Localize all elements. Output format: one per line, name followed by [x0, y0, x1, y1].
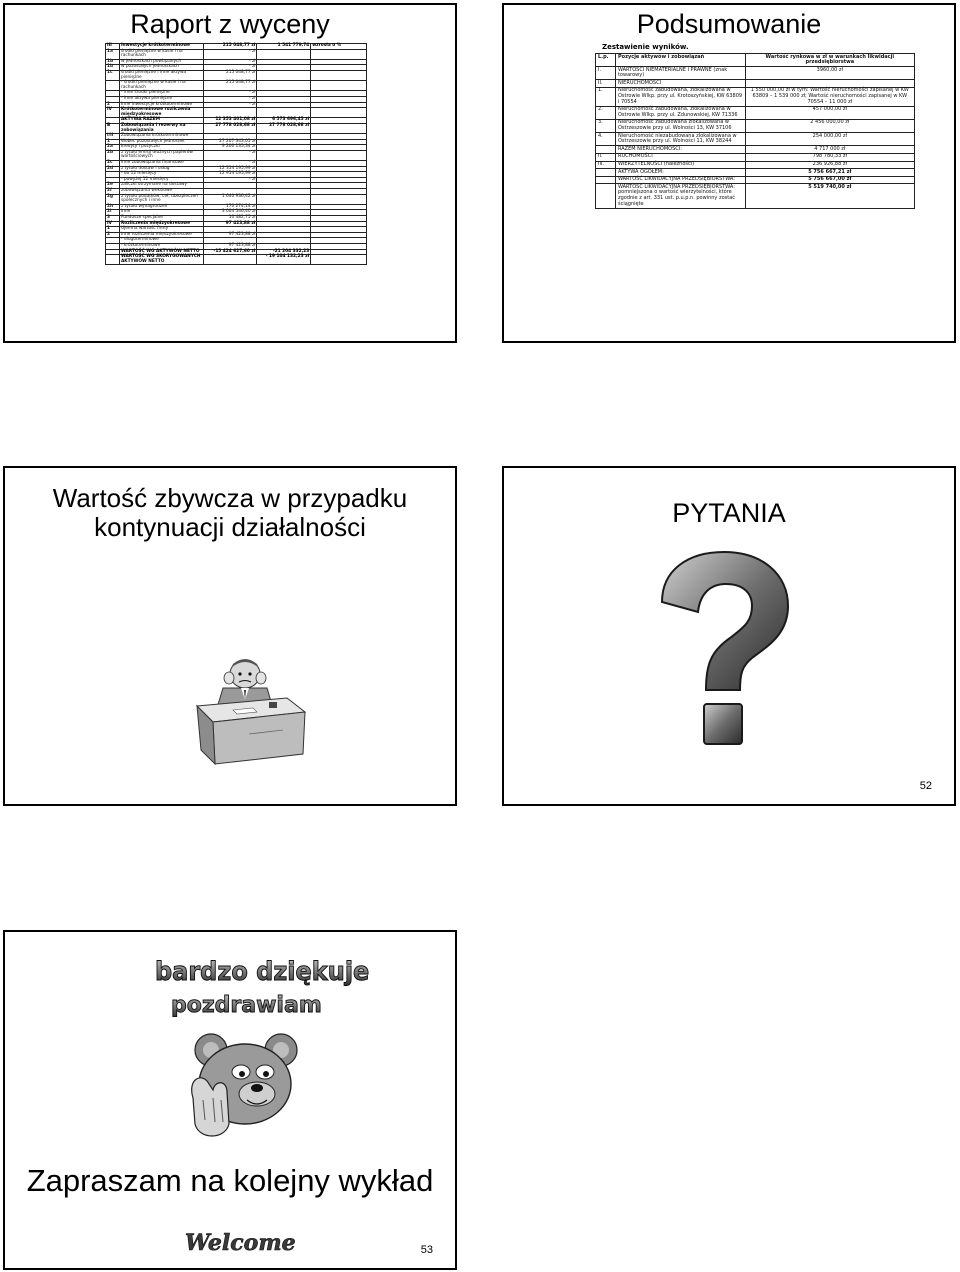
cell-description: inne zobowiązania finansowe [119, 161, 203, 167]
cell-item: WARTOŚĆ LIKWIDACYJNA PRZEDSIĘBIORSTWA: [615, 176, 745, 184]
cell-number: 2e [106, 183, 120, 189]
cell-description: Inwestycje krótkoterminowe [119, 44, 203, 50]
cell-number: 2b [106, 150, 120, 160]
slide-podsumowanie [502, 3, 956, 343]
summary-heading: Zestawienie wyników. [602, 43, 689, 51]
cell-description: z tytułu emisji dłużnych papierów wartościowych [119, 150, 203, 160]
cell-item: WIERZYTELNOŚCI (należności) [615, 161, 745, 169]
cell-value: 4 717 000 zł [745, 146, 914, 154]
wordart-line-2: pozdrawiam [171, 993, 322, 1018]
slide-title [5, 484, 455, 542]
cell-description: Fundusze specjalne [119, 216, 203, 222]
summary-table [595, 53, 915, 209]
cell-lp: I. [596, 67, 616, 80]
slide-number: 52 [919, 780, 932, 792]
businessman-at-desk-clipart [183, 654, 309, 766]
cell-item: WARTOŚCI NIEMATERIALNE I PRAWNE (znak towarowy) [615, 67, 745, 80]
cell-description: - krótkoterminowe [119, 243, 203, 249]
cell-value: 215 048,77 zł [203, 70, 257, 80]
cell-description: - inne środki pieniężne [119, 91, 203, 97]
cell-value: 9 200 135,34 zł [203, 145, 257, 151]
cell-note [311, 255, 367, 265]
cell-number: 2i [106, 210, 120, 216]
cell-note [311, 123, 367, 133]
cell-description: WARTOŚĆ WG SKORYGOWANYCH AKTYWÓW NETTO [119, 255, 203, 265]
cell-description: - do 12 miesięcy [119, 172, 203, 178]
thanks-wordart [149, 950, 370, 1024]
question-mark-icon [654, 550, 794, 750]
cell-value: 236 926,88 zł [745, 161, 914, 169]
slide-title-line-1: Wartość zbywcza w przypadku [52, 483, 408, 513]
table-row [106, 49, 367, 59]
table-row [106, 255, 367, 265]
cell-number: 2f [106, 189, 120, 195]
cell-value: 798 780,33 zł [745, 153, 914, 161]
slide-title: Raport z wyceny [130, 9, 330, 39]
cell-number: IV [106, 221, 120, 227]
wordart-line-1: bardzo dziękuje [155, 956, 370, 987]
cell-lp: II. [596, 153, 616, 161]
cell-lp: 4. [596, 133, 616, 146]
cell-value: 5 756 667,21 zł [745, 169, 914, 177]
cell-description: Wobec pozostałych jednostek [119, 139, 203, 145]
table-row [596, 67, 915, 80]
cell-value: 5 519 740,00 zł [745, 184, 914, 208]
table-row [596, 133, 915, 146]
cell-description: w jednostkach powiązanych [119, 59, 203, 65]
cell-note: wzrosła o % [311, 44, 367, 50]
cell-item: AKTYWA OGÓŁEM: [615, 169, 745, 177]
table-row [106, 194, 367, 204]
slide-title: PYTANIA [672, 498, 786, 528]
cell-description: - inne aktywa pieniężne [119, 96, 203, 102]
table-row [596, 106, 915, 119]
cell-description: zobowiązania wekslowe [119, 189, 203, 195]
cell-description: AKTYWA RAZEM [119, 118, 203, 124]
cell-value: - zł [203, 96, 257, 102]
cell-value-2: -21 204 332,23 [257, 249, 311, 255]
cell-value-2: 6 573 696,45 zł [257, 118, 311, 124]
cell-value: 2 456 000,00 zł [745, 119, 914, 132]
cell-note [311, 108, 367, 118]
cell-item: Nieruchomość zabudowana, zlokalizowana w Ostrowie Wlkp. przy ul. Krotoszyńskiej, KW 63809 i 70554 [615, 87, 745, 106]
cell-value-2 [257, 81, 311, 91]
cell-number: 2g [106, 194, 120, 204]
cell-value: 97 423,88 zł [203, 243, 257, 249]
cell-value: 12 354 195,99 zł [203, 166, 257, 172]
cell-number: 1c [106, 70, 120, 80]
bear-clipart [185, 1028, 305, 1146]
cell-value: 3 004 546,40 zł [203, 210, 257, 216]
cell-number: 2h [106, 204, 120, 210]
cell-value: - zł [203, 177, 257, 183]
slide-title-line-2: kontynuacji działalności [94, 512, 366, 542]
cell-number: I/II [106, 134, 120, 140]
cell-description: - środki pieniężne w kasie i na rachunkach [119, 81, 203, 91]
cell-number: 1 [106, 139, 120, 145]
cell-value: - zł [203, 49, 257, 59]
slide-pytania [502, 466, 956, 806]
cell-description: inne [119, 210, 203, 216]
cell-number: B [106, 123, 120, 133]
cell-lp: 3. [596, 119, 616, 132]
cell-description: Inne inwestycje krótkoterminowe [119, 102, 203, 108]
cell-number: 1b [106, 59, 120, 65]
cell-description: z tytułu podatków, ceł, ubezpieczeń społecznych i inne [119, 194, 203, 204]
cell-value: 1 550 000,00 zł w tym: Wartość nieruchomości zapisanej w KW 63809 – 1 539 000 zł; Wartość nieruchomości zapisanej w KW 70554 – 11 000 zł [745, 87, 914, 106]
cell-value-2 [257, 150, 311, 160]
slide-podziekowanie [3, 930, 457, 1270]
cell-description: w pozostałych jednostkach [119, 65, 203, 71]
cell-value: 10 482,75 zł [203, 216, 257, 222]
cell-number: 2 [106, 232, 120, 238]
cell-number: 3 [106, 216, 120, 222]
cell-lp: 2. [596, 106, 616, 119]
cell-description: zaliczki otrzymane na dostawy [119, 183, 203, 189]
valuation-table [105, 43, 367, 265]
slide-wartosc-zbywcza [3, 466, 457, 806]
cell-value: - zł [203, 65, 257, 71]
cell-item: Pozycje aktywów i zobowiązań [615, 54, 745, 67]
cell-value: - zł [203, 59, 257, 65]
welcome-logo [181, 1218, 296, 1264]
table-row [596, 54, 915, 67]
cell-value: 254 000,00 zł [745, 133, 914, 146]
cell-lp: III. [596, 161, 616, 169]
cell-description: Ujemna wartość firmy [119, 227, 203, 233]
cell-number: 1a [106, 49, 120, 59]
slide-number: 53 [420, 1244, 433, 1256]
cell-item: WARTOŚĆ LIKWIDACYJNA PRZEDSIĘBIORSTWA: pomniejszona o wartość wierzytelności, które zgodnie z art. 331 ust. p.u.p.n. powinny zostać ściągnięte [615, 184, 745, 208]
cell-lp [596, 176, 616, 184]
cell-number: 2c [106, 161, 120, 167]
cell-description: Inne rozliczenia międzyokresowe [119, 232, 203, 238]
cell-value: 5 756 667,00 zł [745, 176, 914, 184]
cell-item: RUCHOMOŚCI [615, 153, 745, 161]
cell-value: 170 274,14 zł [203, 204, 257, 210]
cell-value: 27 207 343,05 zł [203, 139, 257, 145]
cell-value: 215 048,77 zł [203, 81, 257, 91]
cell-description: WARTOŚĆ WG AKTYWÓW NETTO [119, 249, 203, 255]
cell-note [311, 49, 367, 59]
cell-item: Nieruchomość zabudowana, zlokalizowana w Ostrowie Wlkp. przy ul. Zdunowskiej, KW 71336 [615, 106, 745, 119]
cell-note [311, 81, 367, 91]
cell-value: 12 954 195,99 zł [203, 172, 257, 178]
cell-lp: 1. [596, 87, 616, 106]
table-row [596, 161, 915, 169]
table-row [596, 153, 915, 161]
cell-lp: L.p. [596, 54, 616, 67]
cell-number: 1b [106, 65, 120, 71]
cell-value: -15 424 627,60 zł [203, 249, 257, 255]
cell-value [203, 255, 257, 265]
cell-value-2: 1 541 779,74 [257, 44, 311, 50]
cell-value: 215 048,77 zł [203, 44, 257, 50]
slide-title: Zapraszam na kolejny wykład [26, 1163, 434, 1198]
cell-number [106, 81, 120, 91]
cell-value: 27 778 028,68 zł [203, 123, 257, 133]
table-row [596, 184, 915, 208]
cell-description: Krótkoterminowe rozliczenia międzyokresowe [119, 108, 203, 118]
cell-description: Rozliczenia międzyokresowe [119, 221, 203, 227]
cell-value: 1 640 936,42 zł [203, 194, 257, 204]
cell-description: z tytułu dostaw i usług [119, 166, 203, 172]
cell-number: 1 [106, 227, 120, 233]
cell-lp: II. [596, 80, 616, 88]
cell-description: Zobowiązania i rezerwy na zobowiązania [119, 123, 203, 133]
cell-value: - zł [203, 150, 257, 160]
cell-value-2: - 19 104 132,23 zł [257, 255, 311, 265]
cell-item: RAZEM NIERUCHOMOŚCI: [615, 146, 745, 154]
cell-lp [596, 184, 616, 208]
cell-description: - długoterminowe [119, 238, 203, 244]
table-row [596, 87, 915, 106]
cell-lp [596, 169, 616, 177]
welcome-text: Welcome [185, 1230, 296, 1256]
cell-number: 2 [106, 102, 120, 108]
cell-value: Wartość rynkowa w zł w warunkach likwidacji przedsiębiorstwa [745, 54, 914, 67]
cell-note [311, 194, 367, 204]
cell-number: 2d [106, 166, 120, 172]
cell-number: 2a [106, 145, 120, 151]
cell-value: 457 000,00 zł [745, 106, 914, 119]
cell-value: 12 353 401,08 zł [203, 118, 257, 124]
cell-value: - zł [203, 91, 257, 97]
cell-item: NIERUCHOMOŚCI [615, 80, 745, 88]
cell-note [311, 70, 367, 80]
table-row [596, 119, 915, 132]
cell-number: IV [106, 108, 120, 118]
cell-value: 97 423,88 zł [203, 232, 257, 238]
cell-description: środki pieniężne w kasie i na rachunkach [119, 49, 203, 59]
cell-description: Zobowiązania krótkoterminowe [119, 134, 203, 140]
cell-description: kredyty i pożyczki [119, 145, 203, 151]
cell-value-2 [257, 194, 311, 204]
cell-item: Nieruchomość niezabudowana zlokalizowana w Ostrzeszowie przy ul. Wolności 11, KW 38244 [615, 133, 745, 146]
slide-raport-z-wyceny [3, 3, 457, 343]
slide-title: Podsumowanie [636, 9, 822, 39]
cell-note [311, 150, 367, 160]
cell-description: - powyżej 12 miesięcy [119, 177, 203, 183]
cell-value-2: 27 778 028,68 zł [257, 123, 311, 133]
cell-description: z tytułu wynagrodzeń [119, 204, 203, 210]
cell-lp [596, 146, 616, 154]
cell-value: - zł [203, 102, 257, 108]
cell-value: 3960,00 zł [745, 67, 914, 80]
cell-description: środki pieniężne i inne aktywa pieniężne [119, 70, 203, 80]
cell-value: 97 423,88 zł [203, 221, 257, 227]
cell-number: III [106, 44, 120, 50]
cell-value-2 [257, 70, 311, 80]
cell-number [106, 255, 120, 265]
cell-value-2 [257, 49, 311, 59]
cell-item: Nieruchomość zabudowana zlokalizowana w Ostrzeszowie przy ul. Wolności 13, KW 37106 [615, 119, 745, 132]
table-row [596, 176, 915, 184]
cell-value: - zł [203, 161, 257, 167]
